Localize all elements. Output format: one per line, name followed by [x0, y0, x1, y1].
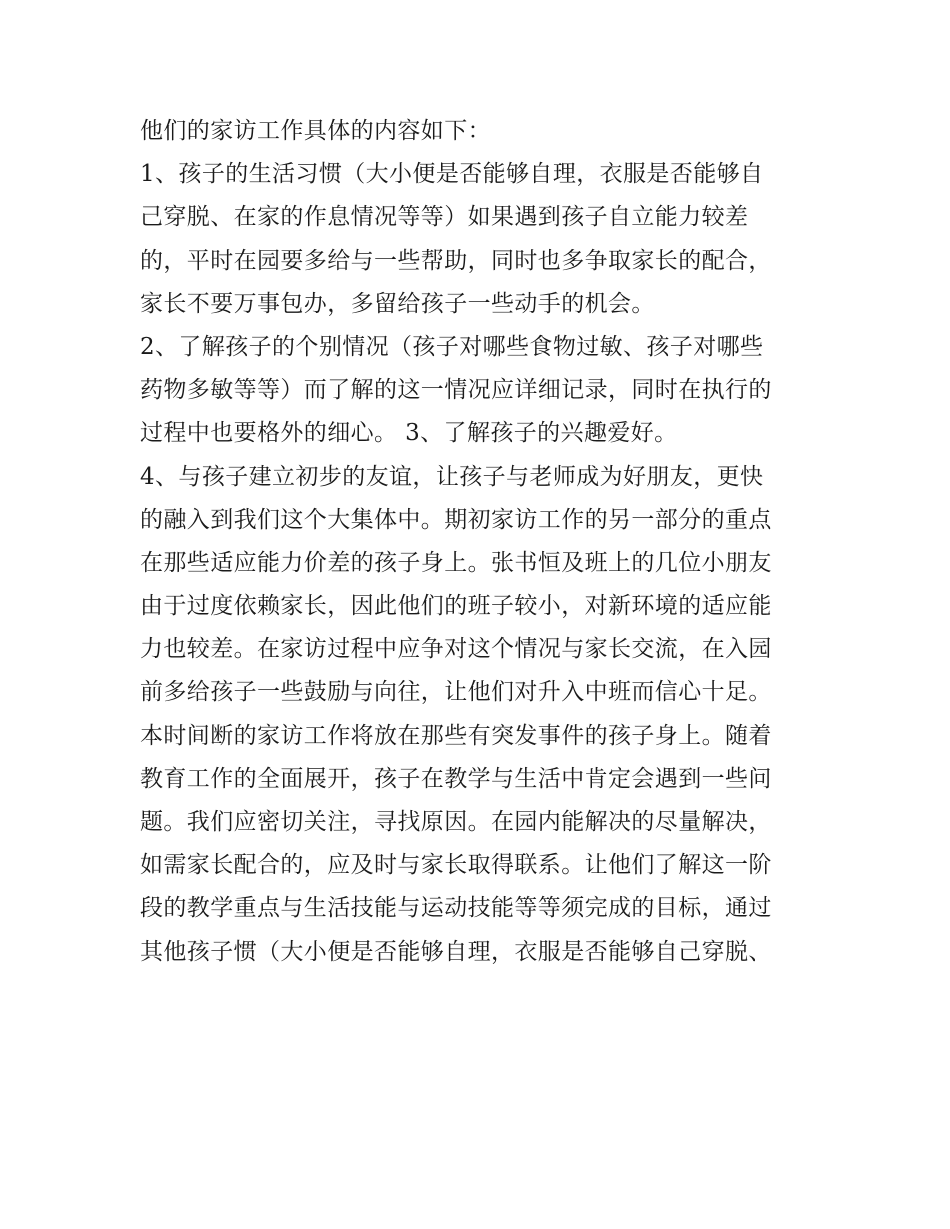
text-line: 的，平时在园要多给与一些帮助，同时也多争取家长的配合，: [140, 247, 772, 274]
text-line: 题。我们应密切关注，寻找原因。在园内能解决的尽量解决，: [140, 809, 772, 835]
text-line: 本时间断的家访工作将放在那些有突发事件的孩子身上。随着: [140, 722, 772, 749]
text-line: 的融入到我们这个大集体中。期初家访工作的另一部分的重点: [140, 506, 772, 533]
text-line: 过程中也要格外的细心。 3、了解孩子的兴趣爱好。: [140, 420, 678, 447]
text-line: 其他孩子惯（大小便是否能够自理，衣服是否能够自己穿脱、: [140, 938, 772, 965]
text-line: 力也较差。在家访过程中应争对这个情况与家长交流，在入园: [140, 636, 772, 663]
text-line: 段的教学重点与生活技能与运动技能等等须完成的目标，通过: [140, 895, 772, 922]
body-text: [140, 110, 820, 974]
text-line: 家长不要万事包办，多留给孩子一些动手的机会。: [140, 290, 655, 317]
text-line: 教育工作的全面展开，孩子在教学与生活中肯定会遇到一些问: [140, 765, 772, 792]
text-line: 4、与孩子建立初步的友谊，让孩子与老师成为好朋友，更快: [140, 463, 764, 490]
text-line: 己穿脱、在家的作息情况等等）如果遇到孩子自立能力较差: [140, 204, 749, 231]
text-line: 他们的家访工作具体的内容如下：: [140, 118, 491, 144]
text-line: 2、了解孩子的个别情况（孩子对哪些食物过敏、孩子对哪些: [140, 333, 764, 360]
text-line: 前多给孩子一些鼓励与向往，让他们对升入中班而信心十足。: [140, 679, 772, 706]
text-line: 在那些适应能力价差的孩子身上。张书恒及班上的几位小朋友: [140, 549, 772, 576]
text-line: 1、孩子的生活习惯（大小便是否能够自理，衣服是否能够自: [140, 161, 764, 188]
text-line: 药物多敏等等）而了解的这一情况应详细记录，同时在执行的: [140, 377, 772, 404]
text-line: 如需家长配合的，应及时与家长取得联系。让他们了解这一阶: [140, 852, 772, 879]
text-line: 由于过度依赖家长，因此他们的班子较小，对新环境的适应能: [140, 593, 772, 620]
